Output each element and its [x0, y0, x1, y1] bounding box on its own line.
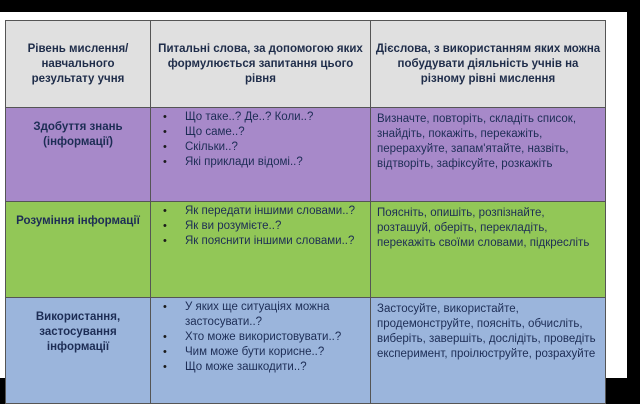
bullet-icon: • — [163, 331, 167, 343]
header-level: Рівень мислення/ навчального результату учня — [6, 21, 151, 108]
table-row — [6, 298, 606, 404]
question-text: Скільки..? — [185, 141, 238, 153]
questions-list — [155, 204, 364, 249]
bullet-icon: • — [163, 301, 167, 313]
thinking-levels-table — [5, 20, 606, 404]
slide — [0, 12, 627, 378]
list-item — [163, 300, 364, 330]
question-text: Як пояснити іншими словами..? — [185, 235, 355, 247]
question-text: Як ви розумієте..? — [185, 220, 282, 232]
list-item — [163, 345, 364, 360]
question-text: У яких ще ситуаціях можна застосувати..? — [185, 301, 330, 328]
list-item — [163, 155, 364, 170]
questions-cell — [151, 108, 371, 202]
question-text: Що таке..? Де..? Коли..? — [185, 111, 314, 123]
bullet-icon: • — [163, 111, 167, 123]
verbs-cell: Визначте, повторіть, складіть список, знайдіть, покажіть, перекажіть, перерахуйте, запам'ятайте, назвіть, відтворіть, зафіксуйте, розкажіть — [371, 108, 606, 202]
list-item — [163, 219, 364, 234]
level-cell: Розуміння інформації — [6, 202, 151, 298]
bullet-icon: • — [163, 361, 167, 373]
questions-list — [155, 110, 364, 170]
list-item — [163, 330, 364, 345]
question-text: Чим може бути корисне..? — [185, 346, 325, 358]
questions-cell — [151, 298, 371, 404]
bullet-icon: • — [163, 205, 167, 217]
bullet-icon: • — [163, 156, 167, 168]
list-item — [163, 360, 364, 375]
verbs-cell: Поясніть, опишіть, розпізнайте, розташуй, оберіть, перекладіть, перекажіть своїми словами, підкресліть — [371, 202, 606, 298]
questions-list — [155, 300, 364, 375]
bullet-icon: • — [163, 235, 167, 247]
level-cell: Використання, застосування інформації — [6, 298, 151, 404]
list-item — [163, 140, 364, 155]
question-text: Які приклади відомі..? — [185, 156, 303, 168]
questions-cell — [151, 202, 371, 298]
question-text: Хто може використовувати..? — [185, 331, 342, 343]
list-item — [163, 125, 364, 140]
frame-border — [627, 12, 640, 378]
verbs-cell: Застосуйте, використайте, продемонструйте, поясніть, обчисліть, виберіть, завершіть, дослідіть, проведіть експеримент, проілюструйте, розрахуйте — [371, 298, 606, 404]
bullet-icon: • — [163, 126, 167, 138]
header-verbs: Дієслова, з використанням яких можна побудувати діяльність учнів на різному рівні мислення — [371, 21, 606, 108]
list-item — [163, 204, 364, 219]
question-text: Як передати іншими словами..? — [185, 205, 355, 217]
list-item — [163, 234, 364, 249]
question-text: Що саме..? — [185, 126, 245, 138]
bullet-icon: • — [163, 141, 167, 153]
table-row — [6, 108, 606, 202]
header-row — [6, 21, 606, 108]
level-cell: Здобуття знань (інформації) — [6, 108, 151, 202]
bullet-icon: • — [163, 220, 167, 232]
list-item — [163, 110, 364, 125]
header-question-words: Питальні слова, за допомогою яких формулюється запитання цього рівня — [151, 21, 371, 108]
question-text: Що може зашкодити..? — [185, 361, 307, 373]
bullet-icon: • — [163, 346, 167, 358]
table-row — [6, 202, 606, 298]
